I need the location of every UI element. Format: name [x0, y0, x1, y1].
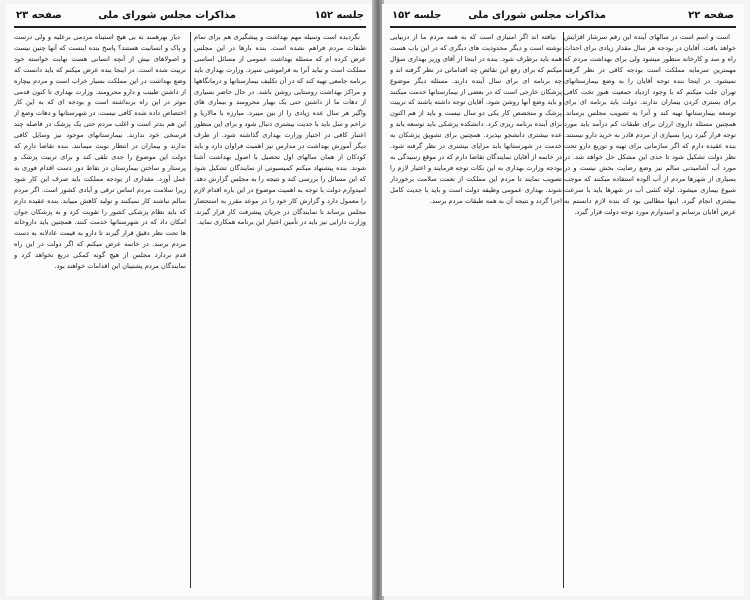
right-page-column-left [390, 32, 562, 588]
paragraph: است و اسم است در سالهای آینده این رقم سرشار افزایش خواهد یافت. آقایان در بودجه هر سال مقدار زیادی برای احداث راه و سد و کارخانه منظور میشود ولی برای بهداشت مردم که مهمترین سرمایه مملکت است بودجه کافی در نظر گرفته نمیشود. در اینجا بنده توجه آقایان را به وضع بیمارستانهای تهران جلب میکنم که با وجود ازدیاد جمعیت هنوز تخت کافی برای بستری کردن بیماران ندارند. دولت باید برنامه ای برای توسعه بیمارستانها تهیه کند و آنرا به تصویب مجلس برساند. همچنین مسئله داروی ارزان برای طبقات کم درآمد باید مورد توجه قرار گیرد زیرا بسیاری از مردم قادر به خرید دارو نیستند. بنده عقیده دارم که اگر سازمانی برای تهیه و توزیع دارو تحت نظر دولت تشکیل شود تا حدی این مشکل حل خواهد شد. در مورد آب آشامیدنی سالم نیز وضع رضایت بخش نیست و در بسیاری از شهرها مردم از آب آلوده استفاده میکنند که موجب شیوع بیماری میشود. لوله کشی آب در شهرها باید با سرعت بیشتری انجام گیرد. اینها مطالبی بود که بنده لازم دانستم به عرض آقایان برسانم و امیدوارم مورد توجه دولت قرار گیرد. [564, 33, 736, 216]
right-page-number: صفحه ۲۲ [688, 10, 734, 21]
right-page-column-right [564, 32, 736, 588]
left-page-column-right [194, 32, 366, 588]
left-page-number: صفحه ۲۳ [16, 10, 62, 21]
right-page [382, 4, 744, 596]
left-page-header [14, 6, 366, 28]
paragraph: دیار بهرهمند نه بی هیچ استیناه مردمی برعلیه و ولی درست و پاک و انسانیت هستند؟ پاسخ بنده اینست که آنها چنین نیست و اصولاهای بیش از آنچه انسانی هست نهایت خواسته خود تربیت شده است. در اینجا بنده عرض میکنم که باید دانست که وضع بهداشت در این مملکت بسیار خراب است و مردم بیچاره از داشتن طبیب و دارو محرومند. وزارت بهداری تا کنون قدمی موثر در این راه برنداشته است و بودجه ای که به این کار اختصاص داده شده کافی نیست. در شهرستانها و دهات وضع از این هم بدتر است و اغلب مردم حتی یک پزشک در فاصله چند فرسخی خود ندارند. بیمارستانهای موجود نیز وسایل کافی ندارند و بیماران در انتظار نوبت میمانند. بنده تقاضا دارم که دولت این موضوع را جدی تلقی کند و برای تربیت پزشک و پرستار و ساختن بیمارستان در نقاط دور دست اقدام فوری به عمل آورد. مقداری از بودجه مملکت باید صرف این کار شود زیرا سلامت مردم اساس ترقی و آبادی کشور است. اگر مردم سالم نباشند کار نمیکنند و تولید کاهش مییابد. بنده عقیده دارم که باید نظام پزشکی کشور را تقویت کرد و به پزشکان جوان امکان داد که در شهرستانها خدمت کنند. همچنین باید داروخانه ها تحت نظر دقیق قرار گیرند تا دارو به قیمت عادلانه به دست مردم برسد. در خاتمه عرض میکنم که اگر دولت در این راه قدم بردارد مجلس از هیچ گونه کمکی دریغ نخواهد کرد و نمایندگان مردم پشتیبان این اقدامات خواهند بود. [14, 33, 186, 271]
left-session-label: جلسه ۱۵۲ [314, 10, 364, 21]
right-session-label: جلسه ۱۵۲ [392, 10, 442, 21]
left-page-column-left [14, 32, 186, 588]
right-page-header [390, 6, 736, 28]
paragraph: نیافته اند اگر امتیازی است که به همه مردم ما از دربیایی نوشته است و دیگر محدودیت های دیگری که در این باب هست همه باید برطرف شود. بنده در اینجا از آقای وزیر بهداری سؤال میکنم که برای رفع این نقائص چه اقداماتی در نظر گرفته اند و چه برنامه ای برای سال آینده دارند. مسئله دیگر موضوع پزشکان خارجی است که در بعضی از بیمارستانها خدمت میکنند و باید وضع آنها روشن شود. آقایان توجه داشته باشند که تربیت پزشک و متخصص کار یکی دو سال نیست و باید از هم اکنون برای آینده برنامه ریزی کرد. دانشکده پزشکی باید توسعه یابد و عده بیشتری دانشجو بپذیرد. همچنین برای تشویق پزشکان به خدمت در شهرستانها باید مزایای بیشتری در نظر گرفته شود. در خاتمه از آقایان نمایندگان تقاضا دارم که در موقع رسیدگی به بودجه وزارت بهداری به این نکات توجه فرمایند و اعتبار لازم را تصویب نمایند تا مردم این مملکت از نعمت سلامت برخوردار شوند. بهداری عمومی وظیفه دولت است و باید با جدیت کامل اجرا گردد و نتیجه آن به همه طبقات مردم برسد. [390, 33, 562, 205]
right-page-title: مذاکرات مجلس شورای ملی [468, 10, 606, 21]
left-page-title: مذاکرات مجلس شورای ملی [98, 10, 236, 21]
column-rule [190, 32, 191, 588]
paragraph: نگردیده است وسیله مهم بهداشت و پیشگیری هم برای تمام طبقات مردم فراهم نشده است. بنده بارها در این مجلس عرض کرده ام که مسئله بهداشت عمومی از مسائل اساسی مملکت است و نباید آنرا به فراموشی سپرد. وزارت بهداری باید برنامه جامعی تهیه کند که در آن تکلیف بیمارستانها و درمانگاهها و مراکز بهداشت روستایی روشن باشد. در حال حاضر بسیاری از دهات ما از داشتن حتی یک بهیار محرومند و بیماری های واگیر هر سال عده زیادی را از بین میبرد. مبارزه با مالاریا و تراخم و سل باید با جدیت بیشتری دنبال شود و برای این منظور اعتبار کافی در اختیار وزارت بهداری گذاشته شود. از طرف دیگر آموزش بهداشت در مدارس نیز اهمیت فراوان دارد و باید کودکان از همان سالهای اول تحصیل با اصول بهداشت آشنا شوند. بنده پیشنهاد میکنم کمیسیونی از نمایندگان تشکیل شود که این مسائل را بررسی کند و نتیجه را به مجلس گزارش دهد. امیدوارم دولت با توجه به اهمیت موضوع در این باره اقدام لازم را معمول دارد و گزارش کار خود را در موعد مقرر به استحضار مجلس برساند تا نمایندگان در جریان پیشرفت کار قرار گیرند. وزارت دارایی نیز باید در تأمین اعتبار این برنامه همکاری نماید. [194, 33, 366, 227]
left-page [6, 4, 374, 596]
